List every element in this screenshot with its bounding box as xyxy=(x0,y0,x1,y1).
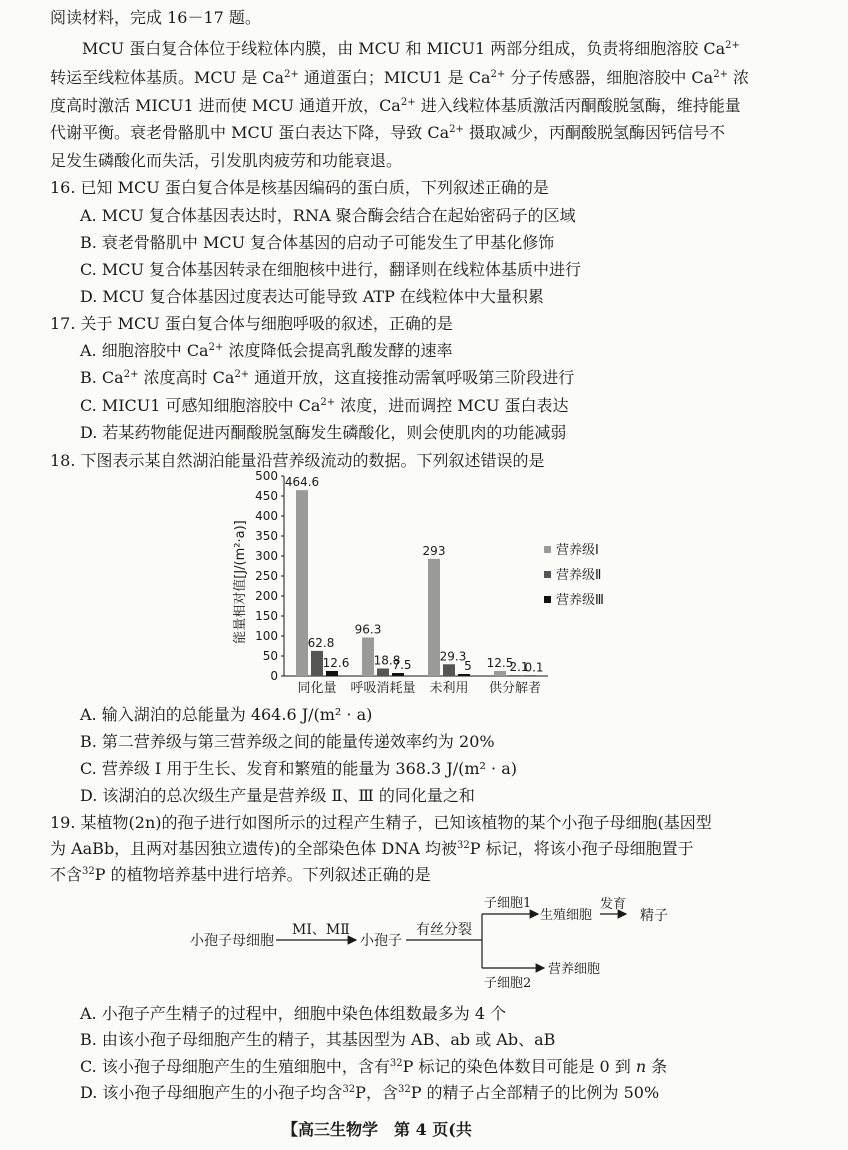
question-17-stem: 17. 关于 MCU 蛋白复合体与细胞呼吸的叙述，正确的是 xyxy=(50,314,453,333)
data-label: 12.6 xyxy=(322,655,350,670)
y-tick-label: 350 xyxy=(255,529,278,543)
legend-label: 营养级Ⅱ xyxy=(556,568,602,583)
q18-option-d: D. 该湖泊的总次级生产量是营养级 Ⅱ、Ⅲ 的同化量之和 xyxy=(80,786,475,805)
sperm-label: 精子 xyxy=(640,908,668,924)
q19-option-c: C. 该小孢子母细胞产生的生殖细胞中，含有$^{32}$P 标记的染色体数目可能是 0 到 n 条 xyxy=(80,1057,668,1076)
bar-1-1 xyxy=(296,490,308,676)
bar-2-1 xyxy=(311,651,323,676)
q19-option-b: B. 由该小孢子母细胞产生的精子，其基因型为 AB、ab 或 Ab、aB xyxy=(80,1030,556,1049)
q16-option-a: A. MCU 复合体基因表达时，RNA 聚合酶会结合在起始密码子的区域 xyxy=(80,206,576,225)
passage-line-3: 度高时激活 MICU1 进而使 MCU 通道开放，$Ca^{2+}$ 进入线粒体基质激活丙酮酸脱氢酶，维持能量 xyxy=(50,96,741,115)
q19-option-d: D. 该小孢子母细胞产生的小孢子均含$^{32}$P，含$^{32}$P 的精子占全部精子的比例为 50% xyxy=(80,1083,660,1102)
daughter-cell-2-label: 子细胞2 xyxy=(484,976,532,990)
bar-1-2 xyxy=(362,637,374,676)
passage-line-5: 足发生磷酸化而失活，引发肌肉疲劳和功能衰退。 xyxy=(50,151,403,170)
legend-label: 营养级Ⅲ xyxy=(556,593,604,608)
passage-line-1: MCU 蛋白复合体位于线粒体内膜，由 MCU 和 MICU1 两部分组成，负责将细胞溶胶 $Ca^{2+}$ xyxy=(82,39,740,58)
data-label: 12.5 xyxy=(486,656,514,670)
meiosis-label: MⅠ、MⅡ xyxy=(292,922,350,938)
vegetative-cell-label: 营养细胞 xyxy=(548,962,601,977)
category-label: 供分解者 xyxy=(488,681,542,696)
passage-line-4: 代谢平衡。衰老骨骼肌中 MCU 蛋白表达下降，导致 $Ca^{2+}$ 摄取减少，丙酮酸脱氢酶因钙信号不 xyxy=(50,123,725,142)
data-label: 2.1 xyxy=(509,660,529,675)
y-tick-label: 400 xyxy=(255,509,278,523)
bar-2-2 xyxy=(377,668,389,676)
data-label: 0.1 xyxy=(524,660,544,675)
y-tick-label: 150 xyxy=(255,609,278,623)
mother-cell-label: 小孢子母细胞 xyxy=(190,933,274,949)
q16-option-d: D. MCU 复合体基因过度表达可能导致 ATP 在线粒体中大量积累 xyxy=(80,287,544,306)
q18-option-b: B. 第二营养级与第三营养级之间的能量传递效率约为 20% xyxy=(80,732,495,751)
category-label: 未利用 xyxy=(429,681,469,696)
y-tick-label: 250 xyxy=(255,569,278,583)
question-16-stem: 16. 已知 MCU 蛋白复合体是核基因编码的蛋白质，下列叙述正确的是 xyxy=(50,178,549,197)
question-19-line-3: 不含$^{32}$P 的植物培养基中进行培养。下列叙述正确的是 xyxy=(50,865,431,884)
q18-option-a: A. 输入湖泊的总能量为 464.6 J/(m² · a) xyxy=(80,705,373,724)
question-18-stem: 18. 下图表示某自然湖泊能量沿营养级流动的数据。下列叙述错误的是 xyxy=(50,451,545,470)
q17-option-a: A. 细胞溶胶中 $Ca^{2+}$ 浓度降低会提高乳酸发酵的速率 xyxy=(80,341,453,360)
bar-1-3 xyxy=(428,559,440,676)
legend-swatch xyxy=(544,571,551,578)
bar-3-2 xyxy=(392,673,404,676)
question-19-line-2: 为 AaBb，且两对基因独立遗传)的全部染色体 DNA 均被$^{32}$P 标记，将该小孢子母细胞置于 xyxy=(50,839,694,858)
data-label: 96.3 xyxy=(354,622,382,637)
q17-option-c: C. MICU1 可感知细胞溶胶中 $Ca^{2+}$ 浓度，进而调控 MCU 蛋白表达 xyxy=(80,396,569,415)
q18-option-c: C. 营养级 Ⅰ 用于生长、发育和繁殖的能量为 368.3 J/(m² · a) xyxy=(80,759,517,778)
question-19-line-1: 19. 某植物(2n)的孢子进行如图所示的过程产生精子，已知该植物的某个小孢子母细胞(基因型 xyxy=(50,813,712,832)
y-tick-label: 0 xyxy=(270,669,278,683)
category-label: 呼吸消耗量 xyxy=(350,681,416,696)
passage-line-2: 转运至线粒体基质。MCU 是 $Ca^{2+}$ 通道蛋白；MICU1 是 $Ca^{2+}$ 分子传感器，细胞溶胶中 $Ca^{2+}$ 浓 xyxy=(50,68,750,87)
energy-flow-bar-chart xyxy=(226,462,626,702)
data-label: 464.6 xyxy=(284,475,320,490)
bar-3-3 xyxy=(458,674,470,676)
bar-3-1 xyxy=(326,671,338,676)
y-tick-label: 300 xyxy=(255,549,278,563)
legend-label: 营养级Ⅰ xyxy=(556,543,599,558)
reading-intro: 阅读材料，完成 16－17 题。 xyxy=(50,8,261,27)
legend-swatch xyxy=(544,546,551,553)
data-label: 18.8 xyxy=(373,653,401,668)
develop-label: 发育 xyxy=(600,897,627,912)
legend xyxy=(544,543,604,608)
generative-cell-label: 生殖细胞 xyxy=(540,908,593,923)
bar-2-4 xyxy=(509,675,521,676)
q16-option-c: C. MCU 复合体基因转录在细胞核中进行，翻译则在线粒体基质中进行 xyxy=(80,260,582,279)
spore-development-diagram xyxy=(188,890,628,990)
q17-option-d: D. 若某药物能促进丙酮酸脱氢酶发生磷酸化，则会使肌肉的功能减弱 xyxy=(80,423,567,442)
y-tick-label: 200 xyxy=(255,589,278,603)
y-tick-label: 450 xyxy=(255,489,278,503)
bar-3-4 xyxy=(524,675,536,676)
page-footer: 【高三生物学 第 4 页(共 xyxy=(282,1120,472,1139)
mitosis-label: 有丝分裂 xyxy=(416,922,472,938)
microspore-label: 小孢子 xyxy=(360,933,402,949)
data-label: 293 xyxy=(422,543,446,558)
q17-option-b: B. $Ca^{2+}$ 浓度高时 $Ca^{2+}$ 通道开放，这直接推动需氧呼吸第三阶段进行 xyxy=(80,368,575,387)
category-label: 同化量 xyxy=(297,681,337,696)
y-tick-label: 500 xyxy=(255,469,278,483)
y-tick-label: 100 xyxy=(255,629,278,643)
bar-1-4 xyxy=(494,671,506,676)
data-label: 7.5 xyxy=(392,658,412,672)
data-label: 29.3 xyxy=(439,649,467,664)
daughter-cell-1-label: 子细胞1 xyxy=(484,896,532,911)
data-label: 5 xyxy=(464,659,472,673)
bar-2-3 xyxy=(443,664,455,676)
q19-option-a: A. 小孢子产生精子的过程中，细胞中染色体组数最多为 4 个 xyxy=(80,1004,507,1023)
q16-option-b: B. 衰老骨骼肌中 MCU 复合体基因的启动子可能发生了甲基化修饰 xyxy=(80,233,555,252)
y-axis-label: 能量相对值[J/(m²·a)] xyxy=(233,520,248,644)
bars xyxy=(285,475,544,696)
y-tick-label: 50 xyxy=(262,649,278,663)
data-label: 62.8 xyxy=(307,635,335,650)
legend-swatch xyxy=(544,596,551,603)
